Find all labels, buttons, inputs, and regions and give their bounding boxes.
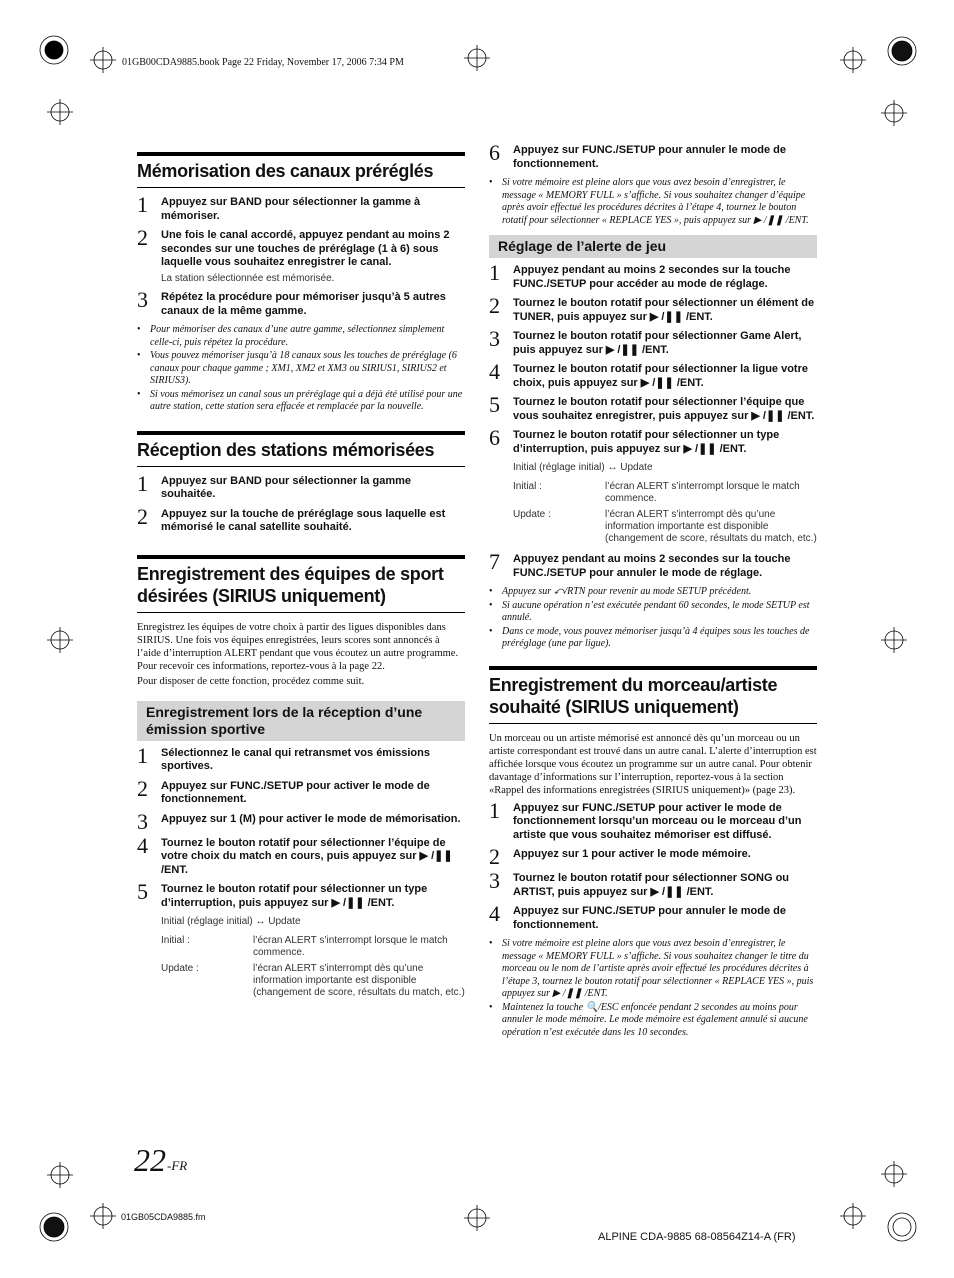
step-item: [489, 844, 817, 870]
step-number: 1: [137, 192, 148, 217]
note-bullet: • Vous pouvez mémoriser jusqu’à 18 canaux sous les touches de préréglage (6 canaux pour chaque gamme ; XM1, XM2 et XM3 ou SIRIUS1, SIRIUS2 et SIRIUS3).: [137, 350, 465, 388]
table-key: Initial :: [513, 481, 542, 492]
step-instruction: Appuyez sur FUNC./SETUP pour activer le mode de fonctionnement lorsqu’un morceau ou le morceau d’un artiste que vous souhaitez mémoriser est diffusé.: [513, 801, 802, 841]
steps-sport-reception: [137, 742, 465, 911]
note-bullet: • Appuyez sur ⤺/RTN pour revenir au mode SETUP précédent.: [489, 586, 817, 599]
step-instruction: Appuyez sur 1 pour activer le mode mémoire.: [513, 848, 751, 861]
step-number: 6: [489, 425, 500, 450]
step-instruction: Appuyez sur BAND pour sélectionner la gamme souhaitée.: [161, 474, 411, 500]
notes-preset-memory: [137, 324, 465, 414]
step-instruction: Tournez le bouton rotatif pour sélectionner l’équipe de votre choix du match en cours, puis appuyez sur ▶ /❚❚ /ENT.: [161, 836, 453, 876]
step-text: [513, 905, 817, 932]
table-row: [161, 963, 465, 999]
step-item: [137, 808, 465, 834]
step-item: [137, 832, 465, 878]
step-item: [137, 503, 465, 535]
step-number: 1: [489, 260, 500, 285]
step-number: 1: [489, 797, 500, 823]
notes-game-alert: [489, 586, 817, 651]
table-row: [513, 509, 817, 545]
step-number: 1: [137, 470, 148, 496]
left-column: [137, 152, 465, 1007]
step-item: [489, 359, 817, 390]
table-value: l’écran ALERT s’interrompt lorsque le match commence.: [253, 935, 448, 959]
step-item: [489, 797, 817, 843]
step-instruction: Tournez le bouton rotatif pour sélectionner un élément de TUNER, puis appuyez sur ▶ /❚❚ /ENT.: [513, 297, 815, 323]
note-bullet: • Si aucune opération n’est exécutée pendant 60 secondes, le mode SETUP est annulé.: [489, 600, 817, 625]
step-text: [513, 396, 817, 423]
step-instruction: Appuyez sur FUNC./SETUP pour annuler le mode de fonctionnement.: [513, 144, 787, 170]
note-bullet: • Dans ce mode, vous pouvez mémoriser jusqu’à 4 équipes sous les touches de préréglage (une par ligue).: [489, 626, 817, 651]
step-text: [161, 508, 465, 535]
song-artist-intro: Un morceau ou un artiste mémorisé est annoncé dès qu’un morceau ou un artiste correspondant est trouvé dans un autre canal. L’alerte d’interruption est affichée lorsque vous écoutez un programme sur un autre canal. Pour obtenir davantage d’informations sur l’interruption, reportez-vous à la section «Rappel des informations enregistrées (SIRIUS uniquement)» (page 23).: [489, 732, 817, 797]
step-item: [137, 470, 465, 502]
model-footer: ALPINE CDA-9885 68-08564Z14-A (FR): [598, 1231, 796, 1243]
step-text: [513, 553, 817, 580]
step-item: [137, 775, 465, 807]
interrupt-type-note: Initial (réglage initial) ↔ Update: [161, 916, 301, 928]
step-number: 4: [489, 359, 500, 384]
step-item: [489, 901, 817, 932]
step-exit-setup: [489, 549, 817, 580]
step-number: 5: [489, 392, 500, 417]
steps-continued: [489, 140, 817, 171]
subsection-title-sport-reception: Enregistrement lors de la réception d’une émission sportive: [137, 701, 465, 741]
game-alert-interrupt-note: Initial (réglage initial) ↔ Update: [513, 462, 653, 473]
step-item: [489, 326, 817, 357]
step-number: 2: [137, 775, 148, 801]
step-number: 1: [137, 742, 148, 768]
step-text: [161, 813, 461, 831]
section-title-preset-recall: Réception des stations mémorisées: [137, 431, 465, 467]
step-item: [489, 392, 817, 423]
note-bullet: • Si votre mémoire est pleine alors que vous avez besoin d’enregistrer, le message « MEMORY FULL » s’affiche. Si vous souhaitez changer le titre du morceau ou le nom de l’artiste après avoir effectué les procédures décrites à l’étape 3, tournez le bouton rotatif pour sélectionner « REPLACE YES », puis appuyez sur ▶ /❚❚ /ENT.: [489, 938, 817, 1001]
step-number: 2: [489, 844, 500, 870]
step-item: [137, 879, 465, 910]
step-text: [161, 229, 465, 285]
game-alert-interrupt-table: [513, 481, 817, 545]
step-text: [513, 429, 817, 456]
step-number: 2: [489, 293, 500, 318]
table-row: [161, 935, 465, 959]
step-text: [161, 780, 465, 807]
step-text: [513, 363, 817, 390]
step-text: [161, 196, 465, 223]
step-instruction: Appuyez sur la touche de préréglage sous laquelle est mémorisé le canal satellite souhaité.: [161, 507, 446, 533]
step-text: [161, 747, 465, 774]
step-item: [137, 287, 465, 318]
step-text: [161, 475, 465, 502]
table-value: l’écran ALERT s’interrompt dès qu’une information importante est disponible (changement de score, résultats du match, etc.): [605, 509, 817, 544]
step-text: [161, 837, 465, 878]
page-number: 22: [134, 1142, 166, 1178]
notes-song-artist: [489, 938, 817, 1039]
note-bullet: • Pour mémoriser des canaux d’une autre gamme, sélectionnez simplement celle-ci, puis répétez la procédure.: [137, 324, 465, 349]
subsection-title-game-alert: Réglage de l’alerte de jeu: [489, 235, 817, 258]
step-instruction: Tournez le bouton rotatif pour sélectionner un type d’interruption, puis appuyez sur ▶ /❚❚ /ENT.: [513, 429, 780, 455]
step-instruction: Appuyez sur FUNC./SETUP pour activer le mode de fonctionnement.: [161, 779, 430, 806]
step-text: [513, 330, 817, 357]
step-number: 4: [489, 901, 500, 927]
step-item: [137, 225, 465, 285]
step-item: [489, 140, 817, 171]
step-instruction: Sélectionnez le canal qui retransmet vos émissions sportives.: [161, 746, 430, 773]
step-item: [489, 549, 817, 580]
step-item: [489, 868, 817, 899]
steps-preset-recall: [137, 470, 465, 535]
step-text: [161, 291, 465, 318]
sport-teams-intro-2: Pour disposer de cette fonction, procédez comme suit.: [137, 676, 365, 688]
steps-game-alert: [489, 260, 817, 456]
notes-continued: [489, 177, 817, 227]
step-instruction: Appuyez sur BAND pour sélectionner la gamme à mémoriser.: [161, 196, 421, 222]
step-instruction: Appuyez sur 1 (M) pour activer le mode de mémorisation.: [161, 812, 461, 825]
step-item: [489, 260, 817, 291]
step-result: La station sélectionnée est mémorisée.: [161, 272, 335, 284]
step-text: [513, 264, 817, 291]
step-text: [513, 802, 817, 843]
step-instruction: Répétez la procédure pour mémoriser jusqu’à 5 autres canaux de la même gamme.: [161, 291, 446, 317]
step-text: [513, 872, 817, 899]
step-number: 4: [137, 832, 148, 858]
table-value: l’écran ALERT s’interrompt lorsque le match commence.: [605, 481, 800, 504]
table-key: Update :: [161, 963, 199, 975]
step-number: 3: [137, 287, 148, 312]
step-instruction: Tournez le bouton rotatif pour sélectionner la ligue votre choix, puis appuyez sur ▶ /❚❚ /ENT.: [513, 363, 808, 389]
step-instruction: Tournez le bouton rotatif pour sélectionner un type d’interruption, puis appuyez sur ▶ /❚❚ /ENT.: [161, 883, 428, 909]
note-bullet: • Si votre mémoire est pleine alors que vous avez besoin d’enregistrer, le message « MEMORY FULL » s’affiche. Si vous souhaitez changer d’équipe après avoir effectué les procédures décrites à l’étape 4, tournez le bouton rotatif pour sélectionner « REPLACE YES », puis appuyez sur ▶ /❚❚ /ENT.: [489, 177, 817, 227]
step-instruction: Appuyez sur FUNC./SETUP pour annuler le mode de fonctionnement.: [513, 905, 787, 931]
section-title-preset-memory: Mémorisation des canaux préréglés: [137, 152, 465, 188]
step-number: 2: [137, 503, 148, 529]
step-item: [489, 293, 817, 324]
step-text: [513, 848, 751, 866]
step-item: [489, 425, 817, 456]
step-item: [137, 192, 465, 223]
steps-song-artist: [489, 797, 817, 933]
step-text: [513, 297, 817, 324]
step-instruction: Appuyez pendant au moins 2 secondes sur la touche FUNC./SETUP pour annuler le mode de réglage.: [513, 553, 791, 579]
book-header: 01GB00CDA9885.book Page 22 Friday, November 17, 2006 7:34 PM: [122, 57, 404, 68]
steps-preset-memory: [137, 192, 465, 318]
right-column: [489, 140, 817, 1040]
section-title-sport-teams: Enregistrement des équipes de sport désirées (SIRIUS uniquement): [137, 555, 465, 613]
table-value: l’écran ALERT s’interrompt dès qu’une information importante est disponible (changement de score, résultats du match, etc.): [253, 963, 465, 999]
step-instruction: Tournez le bouton rotatif pour sélectionner SONG ou ARTIST, puis appuyez sur ▶ /❚❚ /ENT.: [513, 872, 790, 898]
note-bullet: • Si vous mémorisez un canal sous un préréglage qui a déjà été utilisé pour une autre station, cette station sera effacée et remplacée par la nouvelle.: [137, 389, 465, 414]
sport-teams-intro: Enregistrez les équipes de votre choix à partir des ligues disponibles dans SIRIUS. Une fois vos équipes enregistrées, leurs scores sont annoncés à l’aide d’interruption ALERT pendant que vous écoutez un autre programme. Pour recevoir ces informations, reportez-vous à la page 22.: [137, 621, 459, 673]
step-number: 5: [137, 879, 148, 905]
page-suffix: -FR: [167, 1158, 188, 1173]
table-key: Update :: [513, 509, 551, 520]
interrupt-type-table: [161, 935, 465, 999]
step-instruction: Appuyez pendant au moins 2 secondes sur la touche FUNC./SETUP pour accéder au mode de réglage.: [513, 264, 791, 290]
step-instruction: Une fois le canal accordé, appuyez pendant au moins 2 secondes sur une touches de préréglage (1 à 6) sous laquelle vous souhaitez enregistrer le canal.: [161, 229, 450, 268]
step-text: [513, 144, 817, 171]
step-text: [161, 883, 465, 910]
step-instruction: Tournez le bouton rotatif pour sélectionner l’équipe que vous souhaitez enregistrer, puis appuyez sur ▶ /❚❚ /ENT.: [513, 396, 815, 422]
file-footer: 01GB05CDA9885.fm: [121, 1212, 206, 1222]
section-title-song-artist: Enregistrement du morceau/artiste souhaité (SIRIUS uniquement): [489, 666, 817, 724]
step-item: [137, 742, 465, 774]
note-bullet: • Maintenez la touche 🔍/ESC enfoncée pendant 2 secondes au moins pour annuler le mode mémoire. Le mode mémoire est également annulé si aucune opération n’est exécutée dans les 10 secondes.: [489, 1002, 817, 1040]
step-instruction: Tournez le bouton rotatif pour sélectionner Game Alert, puis appuyez sur ▶ /❚❚ /ENT.: [513, 330, 802, 356]
table-row: [513, 481, 817, 505]
step-number: 6: [489, 140, 500, 165]
step-number: 3: [489, 868, 500, 894]
step-number: 7: [489, 549, 500, 574]
table-key: Initial :: [161, 935, 190, 947]
step-number: 3: [137, 808, 148, 834]
step-number: 3: [489, 326, 500, 351]
step-number: 2: [137, 225, 148, 250]
